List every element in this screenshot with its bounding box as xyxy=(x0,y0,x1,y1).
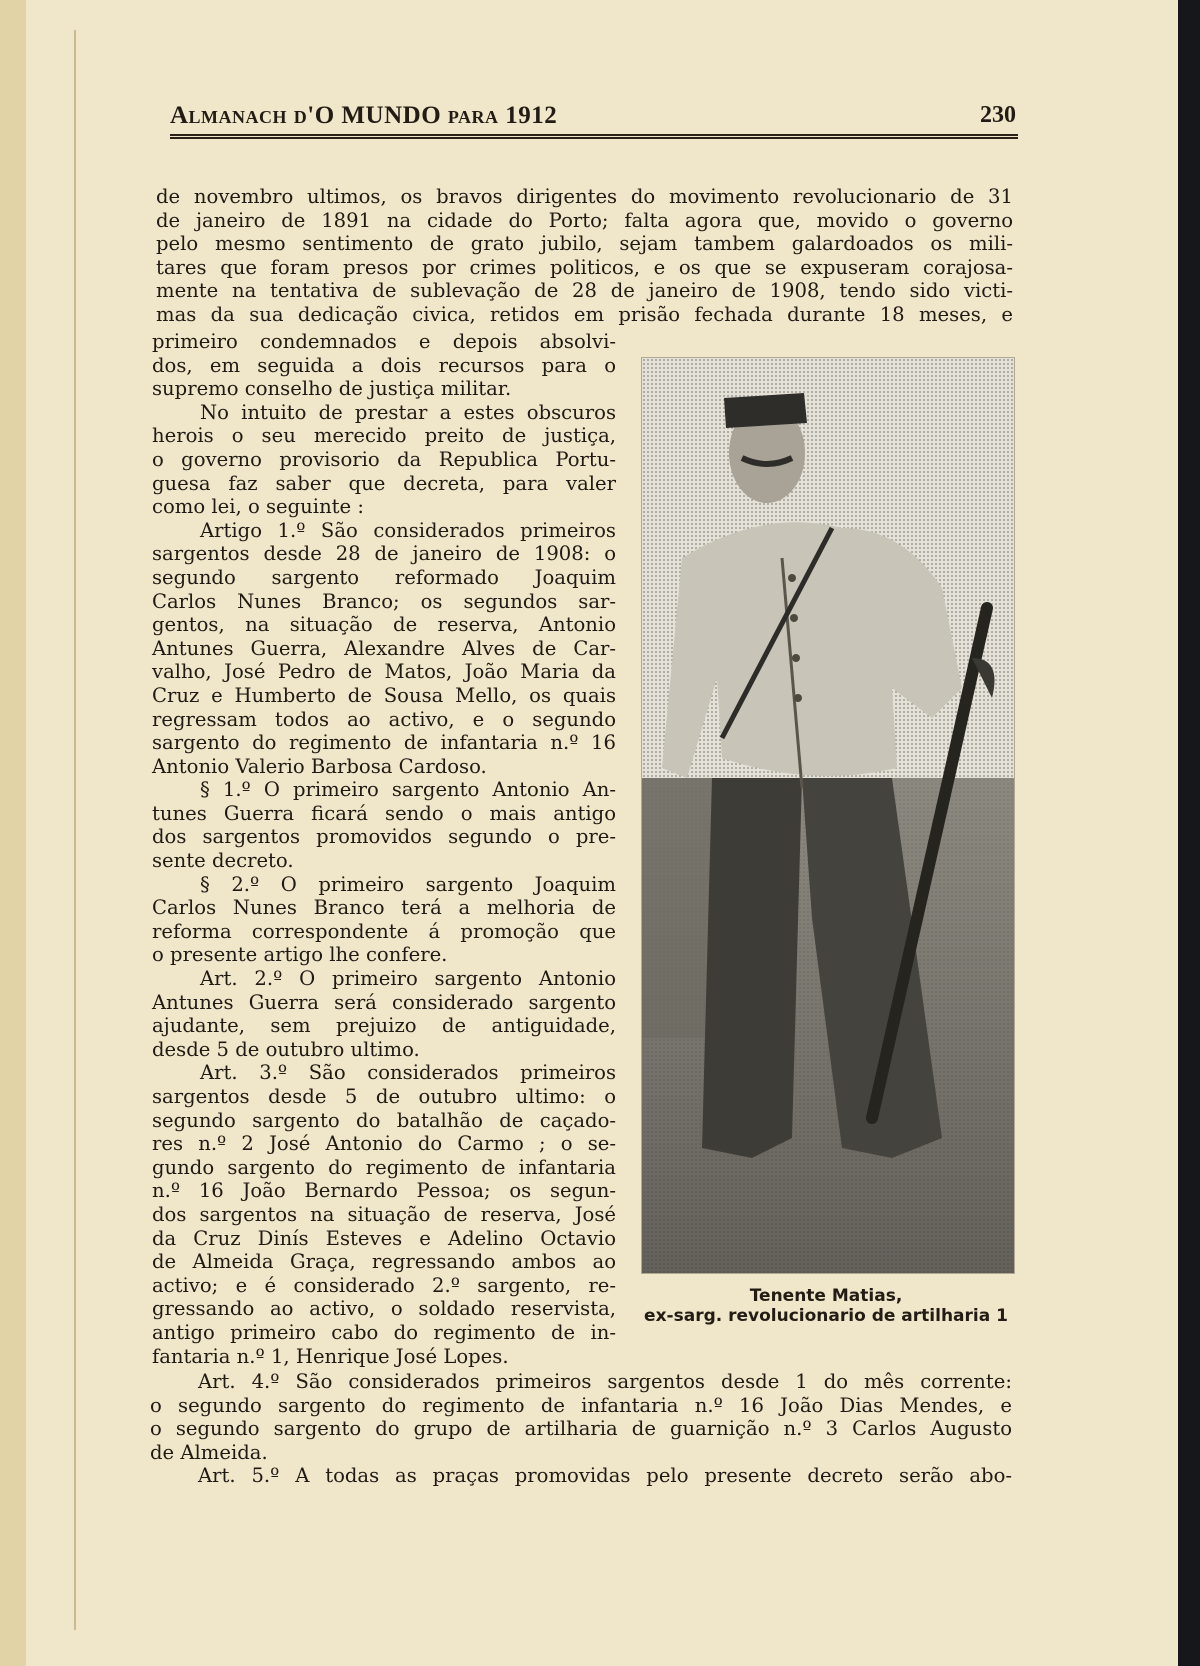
body-text-top xyxy=(156,185,1013,327)
text-line: sargentos desde 28 de janeiro de 1908: o xyxy=(152,542,616,566)
text-line: mas da sua dedicação civica, retidos em prisão fechada durante 18 meses, e xyxy=(156,302,1013,326)
text-line: supremo conselho de justiça militar. xyxy=(152,377,512,401)
photo-caption-line2: ex-sarg. revolucionario de artilharia 1 xyxy=(644,1306,1008,1326)
text-line: Carlos Nunes Branco; os segundos sar- xyxy=(152,589,616,613)
text-line: o segundo sargento do regimento de infantaria n.º 16 João Dias Mendes, e xyxy=(150,1393,1012,1417)
gutter-shadow xyxy=(74,30,76,1630)
text-line: mente na tentativa de sublevação de 28 de janeiro de 1908, tendo sido victi- xyxy=(156,279,1013,303)
text-line: de Almeida Graça, regressando ambos ao xyxy=(152,1250,616,1274)
text-line: tunes Guerra ficará sendo o mais antigo xyxy=(152,801,616,825)
text-line: primeiro condemnados e depois absolvi- xyxy=(152,330,616,353)
text-line: herois o seu merecido preito de justiça, xyxy=(152,424,616,448)
photo-caption-line1: Tenente Matias, xyxy=(749,1286,903,1306)
text-line: Antunes Guerra será considerado sargento xyxy=(152,990,616,1014)
text-line: de novembro ultimos, os bravos dirigentes do movimento revolucionario de 31 xyxy=(156,185,1013,208)
text-line: ajudante, sem prejuizo de antiguidade, xyxy=(152,1014,616,1038)
text-line: res n.º 2 José Antonio do Carmo ; o se- xyxy=(152,1132,616,1156)
text-line: Art. 3.º São considerados primeiros xyxy=(200,1061,616,1085)
text-line: regressam todos ao activo, e o segundo xyxy=(152,707,616,731)
text-line: valho, José Pedro de Matos, João Maria da xyxy=(152,660,616,684)
text-line: activo; e é considerado 2.º sargento, re- xyxy=(152,1273,616,1297)
text-line: de Almeida. xyxy=(150,1440,268,1464)
text-line: como lei, o seguinte : xyxy=(152,495,364,519)
header-title: Almanach d'O MUNDO para 1912 xyxy=(170,102,558,129)
scanner-frame xyxy=(1178,0,1200,1666)
text-line: n.º 16 João Bernardo Pessoa; os segun- xyxy=(152,1179,616,1203)
text-line: o presente artigo lhe confere. xyxy=(152,943,448,967)
body-text-column xyxy=(152,330,616,1368)
portrait-photo xyxy=(641,357,1015,1274)
text-line: dos, em seguida a dois recursos para o xyxy=(152,353,616,377)
running-header xyxy=(170,98,1018,139)
text-line: Art. 2.º O primeiro sargento Antonio xyxy=(200,967,616,991)
soldier-portrait xyxy=(642,358,1014,1273)
text-line: segundo sargento do batalhão de caçado- xyxy=(152,1108,616,1132)
text-line: segundo sargento reformado Joaquim xyxy=(152,565,616,589)
text-line: sente decreto. xyxy=(152,849,294,873)
text-line: desde 5 de outubro ultimo. xyxy=(152,1037,420,1061)
text-line: § 1.º O primeiro sargento Antonio An- xyxy=(200,778,616,802)
text-line: gressando ao activo, o soldado reservista, xyxy=(152,1297,616,1321)
page-number: 230 xyxy=(980,102,1016,128)
text-line: dos sargentos na situação de reserva, José xyxy=(152,1202,616,1226)
text-line: Carlos Nunes Branco terá a melhoria de xyxy=(152,896,616,920)
text-line: tares que foram presos por crimes politicos, e os que se expuseram corajosa- xyxy=(156,255,1013,279)
text-line: Artigo 1.º São considerados primeiros xyxy=(200,518,616,542)
text-line: pelo mesmo sentimento de grato jubilo, sejam tambem galardoados os mili- xyxy=(156,232,1013,256)
text-line: antigo primeiro cabo do regimento de in- xyxy=(152,1320,616,1344)
body-text-bottom xyxy=(150,1370,1012,1488)
text-line: de janeiro de 1891 na cidade do Porto; falta agora que, movido o governo xyxy=(156,208,1013,232)
text-line: da Cruz Dinís Esteves e Adelino Octavio xyxy=(152,1226,616,1250)
text-line: gentos, na situação de reserva, Antonio xyxy=(152,613,616,637)
text-line: Antonio Valerio Barbosa Cardoso. xyxy=(152,754,487,778)
text-line: sargento do regimento de infantaria n.º 16 xyxy=(152,731,616,755)
text-line: reforma correspondente á promoção que xyxy=(152,919,616,943)
text-line: o governo provisorio da Republica Portu- xyxy=(152,447,616,471)
text-line: gundo sargento do regimento de infantaria xyxy=(152,1155,616,1179)
text-line: sargentos desde 5 de outubro ultimo: o xyxy=(152,1085,616,1108)
text-line: Cruz e Humberto de Sousa Mello, os quais xyxy=(152,683,616,707)
text-line: § 2.º O primeiro sargento Joaquim xyxy=(200,872,616,896)
text-line: fantaria n.º 1, Henrique José Lopes. xyxy=(152,1344,509,1368)
text-line: No intuito de prestar a estes obscuros xyxy=(200,400,616,424)
text-line: guesa faz saber que decreta, para valer xyxy=(152,471,616,495)
text-line: dos sargentos promovidos segundo o pre- xyxy=(152,825,616,849)
text-line: Art. 5.º A todas as praças promovidas pelo presente decreto serão abo- xyxy=(198,1464,1012,1488)
text-line: Antunes Guerra, Alexandre Alves de Car- xyxy=(152,636,616,660)
text-line: o segundo sargento do grupo de artilharia de guarnição n.º 3 Carlos Augusto xyxy=(150,1417,1012,1441)
text-line: Art. 4.º São considerados primeiros sargentos desde 1 do mês corrente: xyxy=(198,1370,1012,1393)
